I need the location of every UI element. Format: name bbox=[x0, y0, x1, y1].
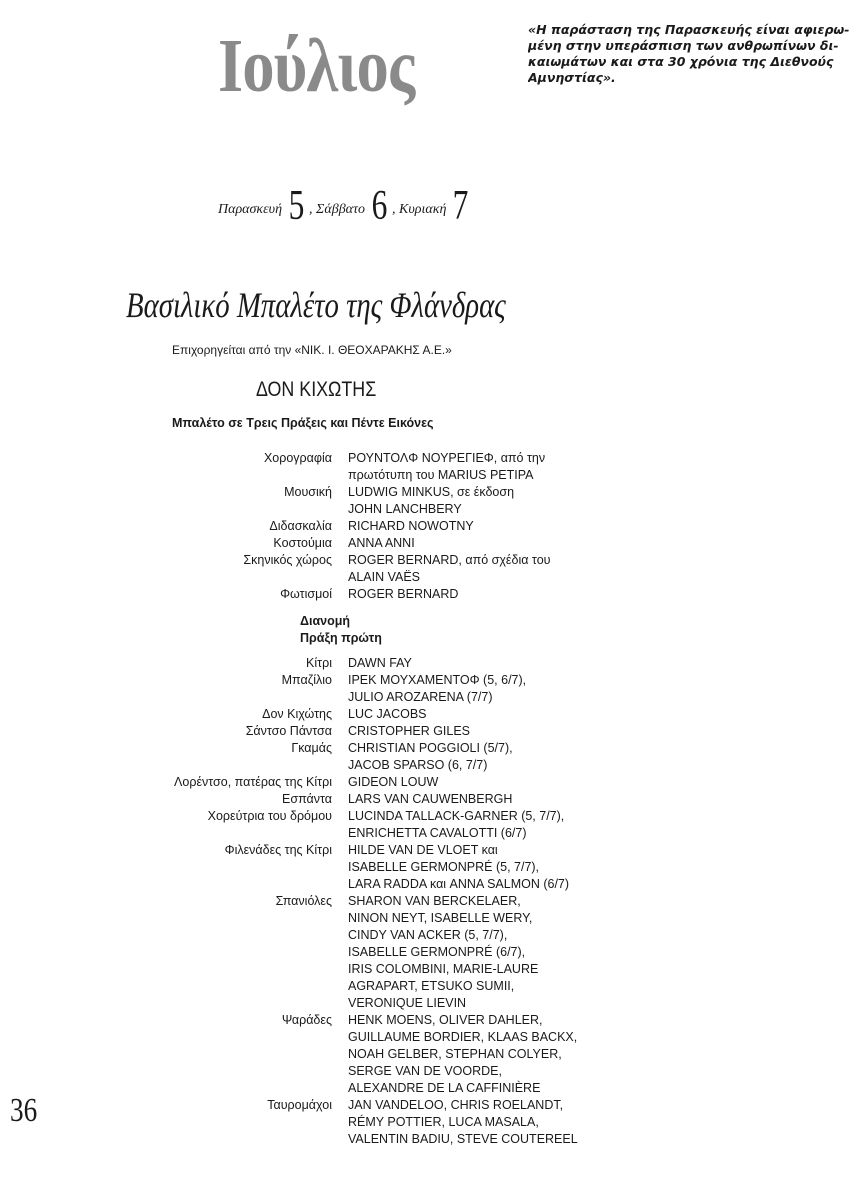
credit-names bbox=[348, 518, 474, 535]
company-name: Βασιλικό Μπαλέτο της Φλάνδρας bbox=[126, 285, 506, 325]
cast-name-line: IRIS COLOMBINI, MARIE-LAURE bbox=[348, 962, 539, 976]
credit-name-line: JOHN LANCHBERY bbox=[348, 502, 462, 516]
cast-name-line: AGRAPART, ETSUKO SUMII, bbox=[348, 979, 515, 993]
cast-names bbox=[348, 1097, 578, 1148]
cast-names bbox=[348, 740, 513, 774]
date-separator: , bbox=[309, 202, 317, 217]
cast-name-line: LUCINDA TALLACK-GARNER (5, 7/7), bbox=[348, 809, 565, 823]
credit-names bbox=[348, 552, 550, 586]
day-number: 5 bbox=[288, 183, 305, 229]
cast-name-line: ISABELLE GERMONPRÉ (5, 7/7), bbox=[348, 860, 540, 874]
quote-line: Αμνηστίας». bbox=[528, 70, 616, 85]
cast-name-line: IPEK ΜΟΥΧΑΜΕΝΤΟΦ (5, 6/7), bbox=[348, 673, 527, 687]
quote-line: μένη στην υπεράσπιση των ανθρωπίνων δι- bbox=[528, 38, 839, 53]
credit-name-line: RICHARD NOWOTNY bbox=[348, 519, 474, 533]
cast-role: Κίτρι bbox=[306, 656, 332, 670]
cast-name-line: DAWN FAY bbox=[348, 656, 412, 670]
cast-names bbox=[348, 774, 438, 791]
cast-name-line: JACOB SPARSO (6, 7/7) bbox=[348, 758, 488, 772]
cast-names bbox=[348, 842, 569, 893]
cast-role: Εσπάντα bbox=[282, 792, 332, 806]
credit-name-line: πρωτότυπη του MARIUS PETIPA bbox=[348, 468, 534, 482]
cast-names bbox=[348, 723, 470, 740]
cast-name-line: HENK MOENS, OLIVER DAHLER, bbox=[348, 1013, 543, 1027]
dedication-quote bbox=[528, 22, 863, 86]
cast-role: Δον Κιχώτης bbox=[262, 707, 332, 721]
cast-names bbox=[348, 808, 564, 842]
cast-name-line: LARA RADDA και ANNA SALMON (6/7) bbox=[348, 877, 570, 891]
month-title: Ιούλιος bbox=[218, 24, 415, 108]
cast-role: Μπαζίλιο bbox=[281, 673, 332, 687]
cast-name-line: JULIO AROZARENA (7/7) bbox=[348, 690, 493, 704]
credit-names bbox=[348, 484, 514, 518]
day-label: Παρασκευή bbox=[218, 202, 283, 217]
cast-name-line: LARS VAN CAUWENBERGH bbox=[348, 792, 513, 806]
cast-name-line: JAN VANDELOO, CHRIS ROELANDT, bbox=[348, 1098, 564, 1112]
cast-role: Φιλενάδες της Κίτρι bbox=[224, 843, 332, 857]
cast-role: Χορεύτρια του δρόμου bbox=[207, 809, 332, 823]
cast-role: Ταυρομάχοι bbox=[267, 1098, 332, 1112]
credit-role: Σκηνικός χώρος bbox=[243, 553, 332, 567]
sponsor-line: Επιχορηγείται από την «ΝΙΚ. Ι. ΘΕΟΧΑΡΑΚΗΣ Α.Ε.» bbox=[172, 343, 452, 357]
credit-name-line: LUDWIG MINKUS, σε έκδοση bbox=[348, 485, 515, 499]
cast-name-line: ALEXANDRE DE LA CAFFINIÈRE bbox=[348, 1081, 541, 1095]
credit-role: Διδασκαλία bbox=[269, 519, 332, 533]
cast-names bbox=[348, 655, 412, 672]
cast-role: Λορέντσο, πατέρας της Κίτρι bbox=[174, 775, 332, 789]
cast-name-line: VERONIQUE LIEVIN bbox=[348, 996, 467, 1010]
cast-name-line: SHARON VAN BERCKELAER, bbox=[348, 894, 521, 908]
cast-name-line: CRISTOPHER GILES bbox=[348, 724, 471, 738]
cast-name-line: SERGE VAN DE VOORDE, bbox=[348, 1064, 502, 1078]
work-title: ΔΟΝ ΚΙΧΩΤΗΣ bbox=[256, 378, 377, 401]
credit-role: Μουσική bbox=[284, 485, 332, 499]
cast-names bbox=[348, 791, 512, 808]
credit-role: Χορογραφία bbox=[263, 451, 332, 465]
day-number: 6 bbox=[371, 183, 388, 229]
cast-name-line: NOAH GELBER, STEPHAN COLYER, bbox=[348, 1047, 562, 1061]
work-subtitle: Μπαλέτο σε Τρεις Πράξεις και Πέντε Εικόνες bbox=[172, 416, 434, 430]
credit-name-line: ROGER BERNARD bbox=[348, 587, 459, 601]
cast-name-line: ENRICHETTA CAVALOTTI (6/7) bbox=[348, 826, 527, 840]
credit-name-line: ALAIN VAËS bbox=[348, 570, 421, 584]
cast-names bbox=[348, 672, 526, 706]
cast-role: Γκαμάς bbox=[291, 741, 332, 755]
credit-role: Κοστούμια bbox=[273, 536, 332, 550]
credit-names bbox=[348, 586, 458, 603]
quote-line: «Η παράσταση της Παρασκευής είναι αφιερω- bbox=[528, 22, 850, 37]
day-label: Κυριακή bbox=[399, 202, 447, 217]
cast-heading: Διανομή bbox=[300, 614, 351, 628]
cast-role: Ψαράδες bbox=[281, 1013, 332, 1027]
cast-name-line: CINDY VAN ACKER (5, 7/7), bbox=[348, 928, 508, 942]
cast-names bbox=[348, 706, 427, 723]
cast-name-line: LUC JACOBS bbox=[348, 707, 427, 721]
cast-role: Σάντσο Πάντσα bbox=[245, 724, 332, 738]
act-heading: Πράξη πρώτη bbox=[300, 631, 382, 645]
cast-role: Σπανιόλες bbox=[275, 894, 332, 908]
credit-role: Φωτισμοί bbox=[280, 587, 332, 601]
credit-names bbox=[348, 450, 545, 484]
credit-name-line: ROGER BERNARD, από σχέδια του bbox=[348, 553, 551, 567]
cast-name-line: ISABELLE GERMONPRÉ (6/7), bbox=[348, 945, 526, 959]
page-number: 36 bbox=[10, 1092, 38, 1129]
credit-names bbox=[348, 535, 415, 552]
cast-name-line: RÉMY POTTIER, LUCA MASALA, bbox=[348, 1115, 539, 1129]
cast-name-line: GUILLAUME BORDIER, KLAAS BACKX, bbox=[348, 1030, 578, 1044]
credit-name-line: ANNA ANNI bbox=[348, 536, 415, 550]
date-separator: , bbox=[392, 202, 400, 217]
cast-name-line: GIDEON LOUW bbox=[348, 775, 439, 789]
cast-name-line: HILDE VAN DE VLOET και bbox=[348, 843, 498, 857]
cast-name-line: NINON NEYT, ISABELLE WERY, bbox=[348, 911, 533, 925]
cast-name-line: VALENTIN BADIU, STEVE COUTEREEL bbox=[348, 1132, 578, 1146]
cast-names bbox=[348, 1012, 577, 1097]
quote-line: καιωμάτων και στα 30 χρόνια της Διεθνούς bbox=[528, 54, 834, 69]
day-label: Σάββατο bbox=[316, 202, 366, 217]
credit-name-line: ΡΟΥΝΤΟΛΦ ΝΟΥΡΕΓΙΕΦ, από την bbox=[348, 451, 546, 465]
performance-dates bbox=[218, 182, 473, 230]
cast-names bbox=[348, 893, 538, 1012]
cast-name-line: CHRISTIAN POGGIOLI (5/7), bbox=[348, 741, 513, 755]
day-number: 7 bbox=[453, 183, 469, 229]
